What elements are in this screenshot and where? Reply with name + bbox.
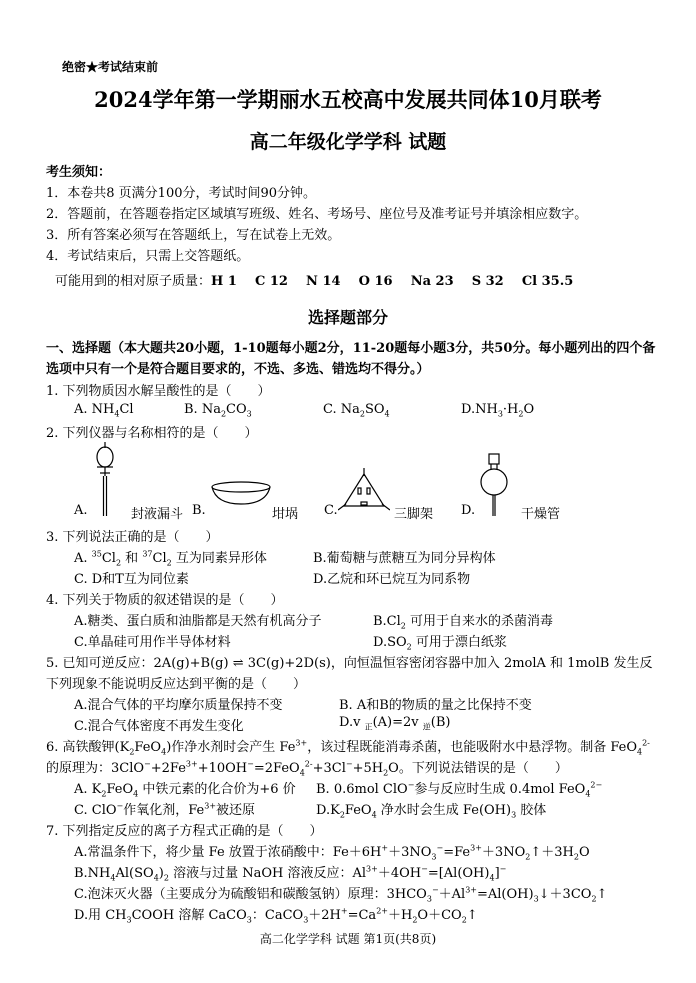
q2-option-b-letter: B. xyxy=(192,503,206,518)
q5-option-d: D.v $_正$(A)=2v $_逆$(B) xyxy=(339,715,451,732)
q2-option-c-name: 三脚架 xyxy=(394,507,434,522)
q4-option-d: $D.SO_2$ 可用于漂白纸浆 xyxy=(373,635,507,652)
question-6-stem: 6. 高铁酸钾$(K_2FeO_4)$作净水剂时会产生 $Fe^{3+}$，该过程既能消毒杀菌，也能吸附水中悬浮物。制备 FeO$_4^{2-}$ xyxy=(46,738,650,757)
q5-option-b: B. A和B的物质的量之比保持不变 xyxy=(339,698,532,713)
question-1-stem: 1. 下列物质因水解呈酸性的是（ ） xyxy=(46,384,271,399)
atomic-masses-label: 可能用到的相对原子质量： xyxy=(55,274,212,289)
q6-option-c: C. ClO−作氧化剂，$Fe^{3+}$被还原 xyxy=(74,801,256,818)
question-3-stem: 3. 下列说法正确的是（ ） xyxy=(46,530,219,545)
q5-option-c: C.混合气体密度不再发生变化 xyxy=(74,719,244,734)
notice-item: 4．考试结束后，只需上交答题纸。 xyxy=(46,249,250,264)
atomic-masses-values: H 1 C 12 N 14 O 16 Na 23 S 32 Cl 35.5 xyxy=(211,274,574,289)
atomic-masses xyxy=(55,270,573,289)
q6-option-c-tail: 被还原 xyxy=(216,803,256,818)
notice-heading: 考生须知： xyxy=(46,165,112,180)
question-7-stem: 7. 下列指定反应的离子方程式正确的是（ ） xyxy=(46,824,323,839)
notice-item: 3．所有答案必须写在答题纸上，写在试卷上无效。 xyxy=(46,228,341,243)
separatory-funnel-drawing xyxy=(90,440,120,522)
q1-option-a: A. $NH_4Cl$ xyxy=(74,402,134,419)
q2-option-c-letter: C. xyxy=(324,503,338,518)
confidential-mark: 绝密★考试结束前 xyxy=(62,60,159,74)
q5-option-a: A.混合气体的平均摩尔质量保持不变 xyxy=(74,698,283,713)
q4-option-a: A.糖类、蛋白质和油脂都是天然有机高分子 xyxy=(74,614,322,629)
q7-option-b: $B.NH_4Al(SO_4)_2$ 溶液与过量 NaOH 溶液反应：$Al^{3+}+4OH^-=[Al(OH)_4]^-$ xyxy=(74,864,507,883)
q4-option-c: C.单晶硅可用作半导体材料 xyxy=(74,635,231,650)
q6-option-d: $D.K_2FeO_4$ 净水时会生成 $Fe(OH)_3$ 胶体 xyxy=(316,803,547,820)
exam-subtitle: 高二年级化学学科 试题 xyxy=(249,131,447,153)
q1-option-c: C. $Na_2SO_4$ xyxy=(323,402,390,419)
section-title: 选择题部分 xyxy=(307,308,388,327)
q3-option-d: D.乙烷和环已烷互为同系物 xyxy=(313,572,471,587)
question-5-stem: 5. 已知可逆反应：2A(g)+B(g) ⇌ 3C(g)+2D(s)，向恒温恒容密闭容器中加入 2molA 和 1molB 发生反 xyxy=(46,656,653,671)
crucible-dish-drawing xyxy=(210,480,272,506)
question-5-stem-cont: 下列现象不能说明反应达到平衡的是（ ） xyxy=(46,677,307,692)
q6-option-a: A. $K_2FeO_4$ 中铁元素的化合价为+6 价 xyxy=(74,782,296,799)
q2-option-b-name: 坩埚 xyxy=(272,507,299,522)
q3-option-a: A. $^{35}Cl_2$ 和 $^{37}Cl_2$ 互为同素异形体 xyxy=(74,549,267,568)
page-footer: 高二化学学科 试题 第1页(共8页) xyxy=(259,932,437,946)
q3-option-c: C. D和T互为同位素 xyxy=(74,572,189,587)
clay-triangle-drawing xyxy=(338,468,390,516)
question-6-stem-cont: 的原理为：$3ClO^-+2Fe^{3+}+10OH^-=2FeO_4^{2-}+3Cl^-+5H_2O$。下列说法错误的是（ ） xyxy=(46,759,568,778)
q2-option-d-name: 干燥管 xyxy=(521,507,561,522)
q2-option-d-letter: D. xyxy=(461,503,476,518)
q7-option-c: C.泡沫灭火器（主要成分为硫酸铝和碳酸氢钠）原理：$3HCO_3^-+Al^{3+}=Al(OH)_3↓+3CO_2↑$ xyxy=(74,885,608,904)
q7-option-a: A.常温条件下，将少量 Fe 放置于浓硝酸中：$Fe+6H^++3NO_3^-=Fe^{3+}+3NO_2↑+3H_2O$ xyxy=(74,843,590,862)
q6-option-b: B. 0.6mol ClO−参与反应时生成 0.4mol FeO$_4^{2-}$ xyxy=(316,780,603,799)
q2-option-a-letter: A. xyxy=(74,503,88,518)
q3-option-b: B.葡萄糖与蔗糖互为同分异构体 xyxy=(313,551,496,566)
notice-item: 1．本卷共8 页满分100分，考试时间90分钟。 xyxy=(46,186,317,201)
q7-option-d: D.用 $CH_3COOH$ 溶解 CaCO$_3$：$CaCO_3+2H^+=Ca^{2+}+H_2O+CO_2↑$ xyxy=(74,906,478,925)
exam-title: 2024学年第一学期丽水五校高中发展共同体10月联考 xyxy=(94,87,602,112)
question-4-stem: 4. 下列关于物质的叙述错误的是（ ） xyxy=(46,593,284,608)
part-heading: 一、选择题（本大题共20小题，1-10题每小题2分，11-20题每小题3分，共50分。每小题列出的四个备选项中只有一个是符合题目要求的，不选、多选、错选均不得分。） xyxy=(46,341,656,377)
q1-option-d: $D.NH_3\cdot H_2O$ xyxy=(461,402,535,419)
q2-option-a-name: 封液漏斗 xyxy=(131,507,184,522)
q4-option-b: $B.Cl_2$ 可用于自来水的杀菌消毒 xyxy=(373,614,554,631)
notice-item: 2．答题前，在答题卷指定区域填写班级、姓名、考场号、座位号及准考证号并填涂相应数字。 xyxy=(46,207,588,222)
q1-option-b: B. $Na_2CO_3$ xyxy=(184,402,252,419)
drying-tube-drawing xyxy=(474,452,514,518)
question-2-stem: 2. 下列仪器与名称相符的是（ ） xyxy=(46,426,258,441)
